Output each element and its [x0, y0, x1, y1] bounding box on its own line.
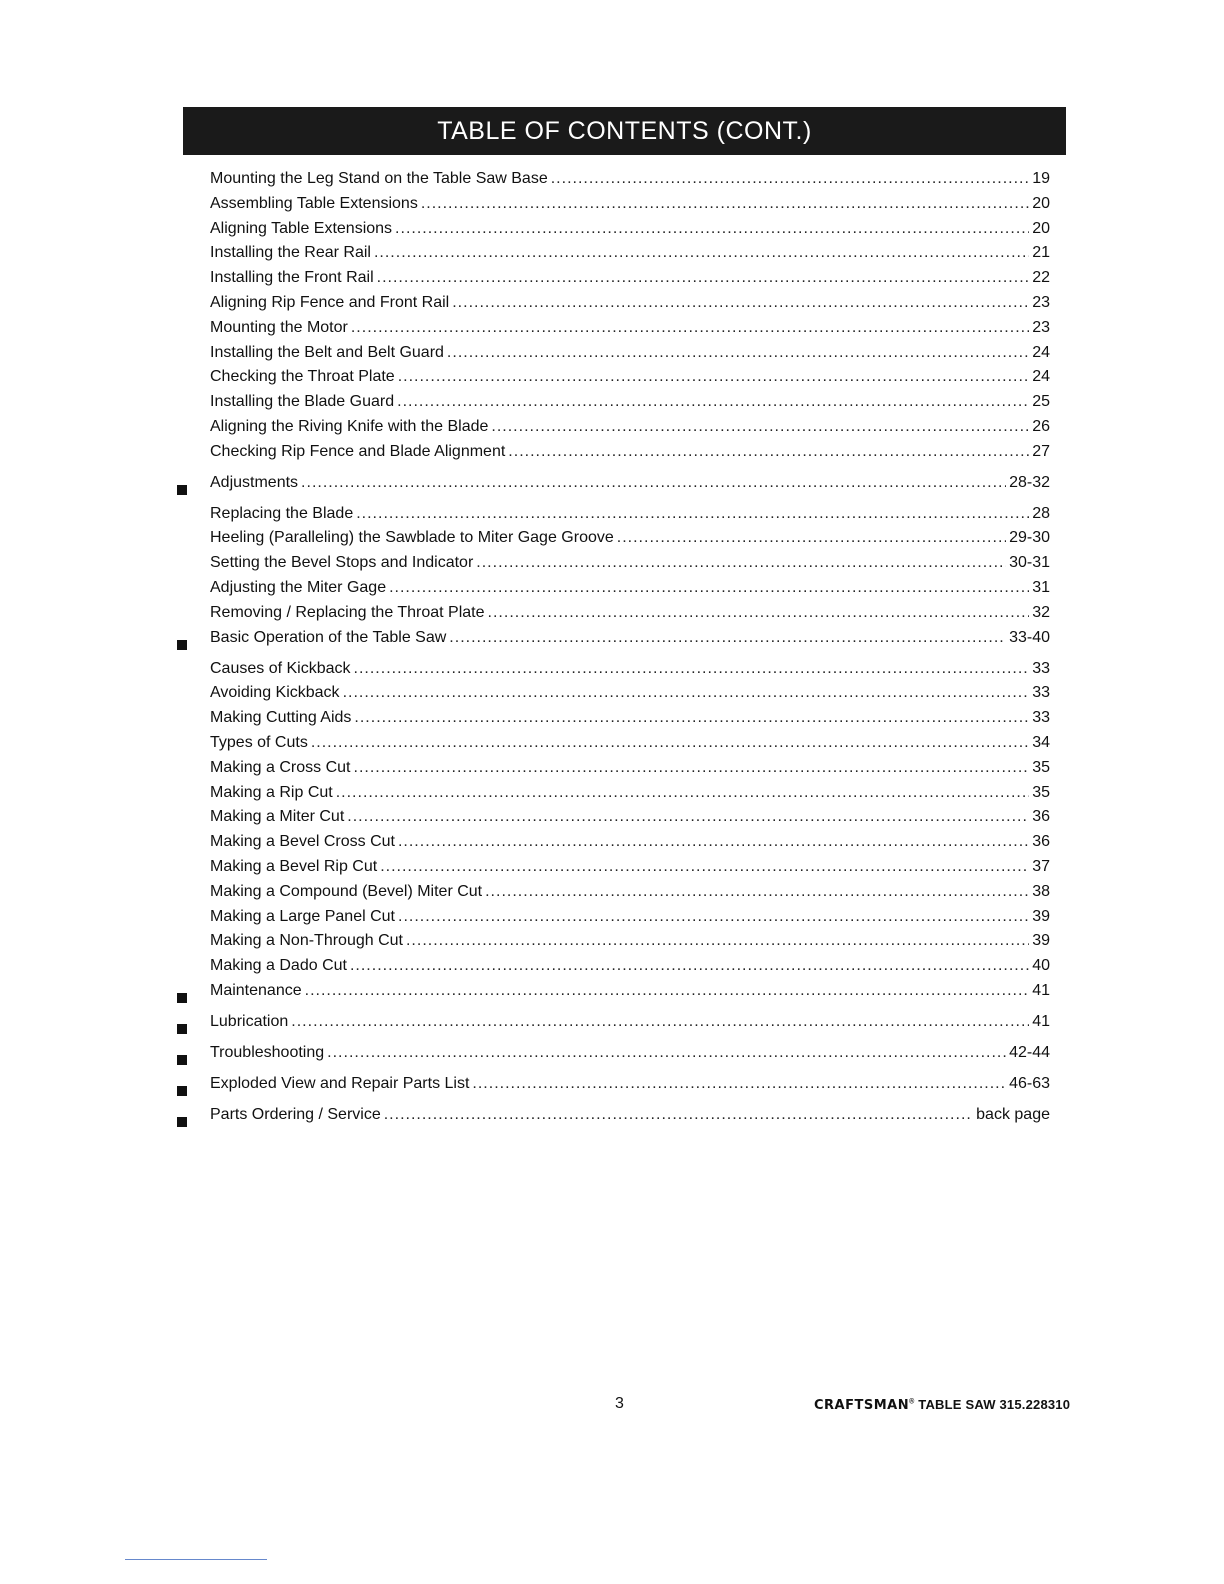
- toc-page-number: 46-63: [1009, 1074, 1050, 1092]
- toc-page-number: 24: [1032, 368, 1050, 386]
- toc-entry: [170, 269, 1050, 294]
- toc-page-number: 41: [1032, 1012, 1050, 1030]
- toc-label: Parts Ordering / Service: [210, 1105, 381, 1123]
- dot-leader: [398, 833, 1029, 851]
- toc-page-number: 40: [1032, 957, 1050, 975]
- toc-entry: [170, 418, 1050, 443]
- toc-entry: [170, 858, 1050, 883]
- toc-page-number: 38: [1032, 882, 1050, 900]
- dot-leader: [377, 269, 1030, 287]
- toc-label: Checking the Throat Plate: [210, 368, 395, 386]
- footer-brand: CRAFTSMAN® TABLE SAW 315.228310: [814, 1397, 1071, 1413]
- toc-label: Making a Rip Cut: [210, 783, 333, 801]
- square-bullet-icon: [177, 1024, 187, 1034]
- toc-entry: [170, 684, 1050, 709]
- divider: [125, 1559, 267, 1560]
- toc-entry: [170, 244, 1050, 269]
- dot-leader: [551, 170, 1029, 188]
- toc-page-number: 24: [1032, 343, 1050, 361]
- square-bullet-icon: [177, 485, 187, 495]
- toc-entry: [170, 734, 1050, 759]
- toc-entry: [170, 579, 1050, 604]
- dot-leader: [449, 629, 1006, 647]
- toc-label: Mounting the Leg Stand on the Table Saw Base: [210, 170, 548, 187]
- dot-leader: [351, 319, 1029, 337]
- toc-entry: [170, 709, 1050, 734]
- toc-page-number: 32: [1032, 603, 1050, 621]
- toc-label: Checking Rip Fence and Blade Alignment: [210, 442, 506, 460]
- toc-label: Heeling (Paralleling) the Sawblade to Miter Gage Groove: [210, 529, 614, 547]
- toc-label: Aligning Table Extensions: [210, 219, 393, 237]
- toc-entry: [170, 908, 1050, 933]
- dot-leader: [374, 244, 1029, 262]
- dot-leader: [395, 220, 1029, 238]
- dot-leader: [485, 883, 1029, 901]
- toc-page-number: 34: [1032, 733, 1050, 751]
- dot-leader: [447, 344, 1029, 362]
- table-of-contents: [170, 170, 1050, 1137]
- square-bullet-icon: [177, 1055, 187, 1065]
- dot-leader: [350, 957, 1029, 975]
- toc-label: Maintenance: [210, 981, 302, 999]
- toc-entry: [170, 505, 1050, 530]
- toc-label: Making Cutting Aids: [210, 709, 352, 727]
- toc-page-number: 28: [1032, 504, 1050, 522]
- dot-leader: [617, 529, 1006, 547]
- page-number: 3: [615, 1395, 624, 1412]
- dot-leader: [406, 932, 1029, 950]
- product-name: TABLE SAW 315.228310: [918, 1397, 1071, 1412]
- toc-entry: [170, 294, 1050, 319]
- toc-entry: [170, 957, 1050, 982]
- page-title: TABLE OF CONTENTS (CONT.): [437, 116, 812, 145]
- toc-entry: [170, 195, 1050, 220]
- toc-label: Making a Miter Cut: [210, 808, 345, 826]
- toc-entry: [170, 220, 1050, 245]
- toc-label: Installing the Rear Rail: [210, 244, 371, 262]
- dot-leader: [476, 554, 1006, 572]
- dot-leader: [398, 368, 1030, 386]
- toc-page-number: 26: [1032, 417, 1050, 435]
- toc-label: Lubrication: [210, 1012, 289, 1030]
- dot-leader: [291, 1013, 1029, 1031]
- toc-page-number: 25: [1032, 393, 1050, 411]
- toc-page-number: 37: [1032, 857, 1050, 875]
- toc-page-number: 29-30: [1009, 529, 1050, 547]
- dot-leader: [452, 294, 1029, 312]
- toc-page-number: 23: [1032, 293, 1050, 311]
- dot-leader: [356, 505, 1029, 523]
- dot-leader: [336, 784, 1029, 802]
- toc-entry: [170, 833, 1050, 858]
- toc-label: Making a Cross Cut: [210, 758, 351, 776]
- dot-leader: [389, 579, 1029, 597]
- toc-label: Installing the Belt and Belt Guard: [210, 343, 444, 361]
- dot-leader: [305, 982, 1030, 1000]
- dot-leader: [421, 195, 1029, 213]
- toc-section: [170, 474, 1050, 505]
- toc-page-number: 39: [1032, 907, 1050, 925]
- toc-section: [170, 1106, 1050, 1137]
- toc-entry: [170, 344, 1050, 369]
- toc-page-number: 41: [1032, 981, 1050, 999]
- toc-label: Types of Cuts: [210, 733, 308, 751]
- toc-page-number: 42-44: [1009, 1043, 1050, 1061]
- dot-leader: [398, 908, 1029, 926]
- toc-entry: [170, 443, 1050, 468]
- toc-entry: [170, 319, 1050, 344]
- toc-page-number: back page: [976, 1105, 1050, 1123]
- toc-label: Setting the Bevel Stops and Indicator: [210, 554, 474, 572]
- dot-leader: [380, 858, 1029, 876]
- dot-leader: [347, 808, 1029, 826]
- toc-label: Making a Compound (Bevel) Miter Cut: [210, 882, 483, 900]
- toc-page-number: 23: [1032, 318, 1050, 336]
- toc-page-number: 21: [1032, 244, 1050, 262]
- toc-entry: [170, 170, 1050, 195]
- toc-label: Installing the Front Rail: [210, 269, 374, 287]
- dot-leader: [354, 759, 1030, 777]
- toc-entry: [170, 393, 1050, 418]
- toc-label: Aligning the Riving Knife with the Blade: [210, 417, 489, 435]
- toc-page-number: 20: [1032, 219, 1050, 237]
- toc-entry: [170, 368, 1050, 393]
- toc-entry: [170, 529, 1050, 554]
- toc-entry: [170, 759, 1050, 784]
- toc-page-number: 35: [1032, 783, 1050, 801]
- toc-label: Aligning Rip Fence and Front Rail: [210, 293, 450, 311]
- title-bar: [183, 107, 1066, 155]
- toc-label: Basic Operation of the Table Saw: [210, 628, 447, 646]
- toc-page-number: 33-40: [1009, 628, 1050, 646]
- dot-leader: [311, 734, 1029, 752]
- toc-section: [170, 982, 1050, 1013]
- toc-entry: [170, 604, 1050, 629]
- toc-page-number: 28-32: [1009, 473, 1050, 491]
- toc-page-number: 39: [1032, 932, 1050, 950]
- dot-leader: [301, 474, 1006, 492]
- toc-label: Adjusting the Miter Gage: [210, 578, 387, 596]
- toc-label: Making a Large Panel Cut: [210, 907, 395, 925]
- toc-page-number: 30-31: [1009, 554, 1050, 572]
- square-bullet-icon: [177, 640, 187, 650]
- toc-label: Adjustments: [210, 473, 299, 491]
- toc-page-number: 27: [1032, 442, 1050, 460]
- toc-page-number: 19: [1032, 170, 1050, 187]
- dot-leader: [354, 660, 1030, 678]
- dot-leader: [508, 443, 1029, 461]
- dot-leader: [491, 418, 1029, 436]
- toc-entry: [170, 784, 1050, 809]
- toc-label: Making a Dado Cut: [210, 957, 347, 975]
- toc-entry: [170, 883, 1050, 908]
- square-bullet-icon: [177, 993, 187, 1003]
- toc-page-number: 36: [1032, 808, 1050, 826]
- toc-label: Making a Bevel Cross Cut: [210, 833, 395, 851]
- toc-label: Mounting the Motor: [210, 318, 348, 336]
- dot-leader: [488, 604, 1030, 622]
- dot-leader: [343, 684, 1030, 702]
- dot-leader: [354, 709, 1029, 727]
- dot-leader: [327, 1044, 1006, 1062]
- toc-label: Avoiding Kickback: [210, 684, 340, 702]
- toc-label: Troubleshooting: [210, 1043, 325, 1061]
- toc-label: Making a Bevel Rip Cut: [210, 857, 378, 875]
- toc-entry: [170, 660, 1050, 685]
- toc-page-number: 35: [1032, 758, 1050, 776]
- toc-label: Replacing the Blade: [210, 504, 354, 522]
- toc-label: Causes of Kickback: [210, 659, 351, 677]
- toc-section: [170, 1075, 1050, 1106]
- toc-entry: [170, 932, 1050, 957]
- toc-page-number: 36: [1032, 833, 1050, 851]
- toc-label: Installing the Blade Guard: [210, 393, 395, 411]
- toc-label: Exploded View and Repair Parts List: [210, 1074, 470, 1092]
- toc-page-number: 33: [1032, 709, 1050, 727]
- toc-page-number: 20: [1032, 194, 1050, 212]
- toc-page-number: 22: [1032, 269, 1050, 287]
- toc-label: Removing / Replacing the Throat Plate: [210, 603, 485, 621]
- toc-page-number: 31: [1032, 578, 1050, 596]
- dot-leader: [384, 1106, 973, 1124]
- square-bullet-icon: [177, 1117, 187, 1127]
- toc-label: Making a Non-Through Cut: [210, 932, 403, 950]
- toc-page-number: 33: [1032, 659, 1050, 677]
- toc-entry: [170, 554, 1050, 579]
- toc-section: [170, 629, 1050, 660]
- toc-section: [170, 1044, 1050, 1075]
- dot-leader: [472, 1075, 1006, 1093]
- square-bullet-icon: [177, 1086, 187, 1096]
- toc-label: Assembling Table Extensions: [210, 194, 418, 212]
- toc-section: [170, 1013, 1050, 1044]
- brand-logo: CRAFTSMAN: [814, 1398, 910, 1413]
- dot-leader: [397, 393, 1029, 411]
- toc-page-number: 33: [1032, 684, 1050, 702]
- toc-entry: [170, 808, 1050, 833]
